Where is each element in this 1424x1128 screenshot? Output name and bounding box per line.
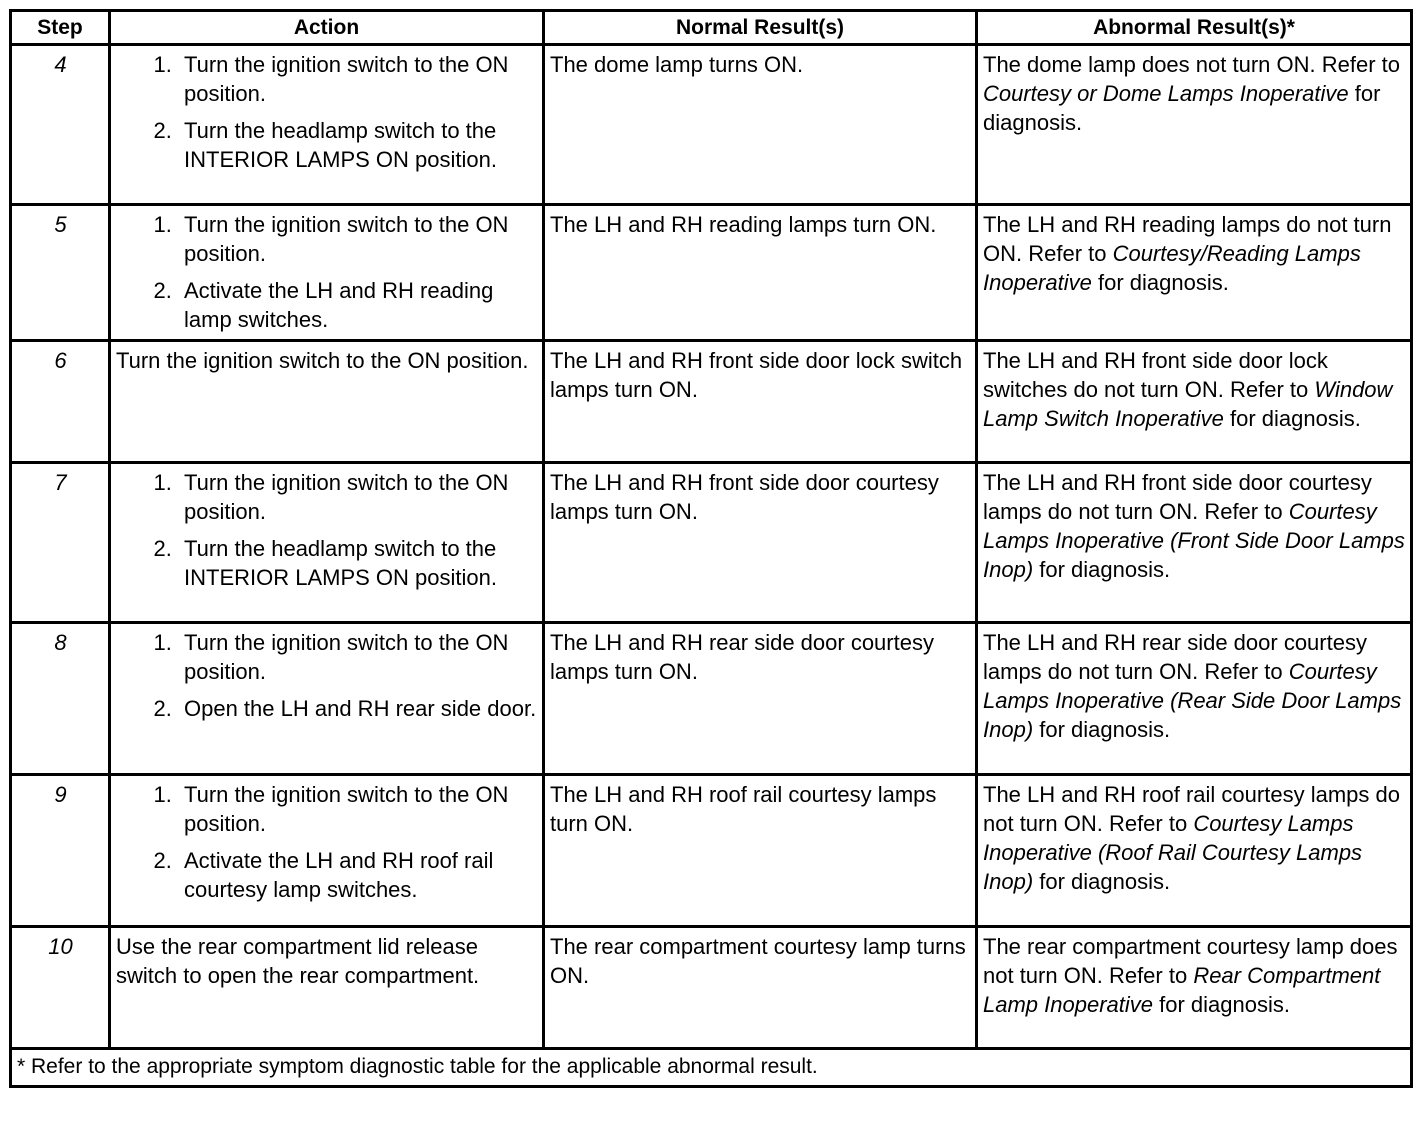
diagnosis-reference: Courtesy Lamps Inoperative (Front Side Door Lamps Inop) [983, 499, 1405, 582]
action-item: 1. Turn the ignition switch to the ON position. [178, 628, 538, 686]
action-cell [110, 775, 544, 927]
abnormal-result [977, 341, 1412, 463]
diagnosis-reference: Courtesy or Dome Lamps Inoperative [983, 81, 1349, 106]
action-item: 1. Turn the ignition switch to the ON position. [178, 210, 538, 268]
abnormal-result [977, 927, 1412, 1049]
abnormal-text: for diagnosis. [1033, 869, 1171, 894]
table-row [11, 45, 1412, 205]
action-item: 1. Turn the ignition switch to the ON position. [178, 780, 538, 838]
abnormal-text: for diagnosis. [1223, 406, 1361, 431]
table-row [11, 927, 1412, 1049]
abnormal-result [977, 45, 1412, 205]
abnormal-result [977, 623, 1412, 775]
step-number: 6 [11, 341, 110, 463]
action-cell [110, 463, 544, 623]
action-list [116, 628, 538, 723]
normal-result: The LH and RH reading lamps turn ON. [544, 205, 977, 341]
normal-result: The LH and RH roof rail courtesy lamps turn ON. [544, 775, 977, 927]
footnote: * Refer to the appropriate symptom diagnostic table for the applicable abnormal result. [11, 1049, 1412, 1087]
header-normal-results: Normal Result(s) [544, 11, 977, 45]
abnormal-text: The LH and RH reading lamps do not turn ON. Refer to [983, 212, 1392, 266]
action-item: 1. Turn the ignition switch to the ON position. [178, 50, 538, 108]
normal-result: The LH and RH front side door lock switch lamps turn ON. [544, 341, 977, 463]
table-row [11, 341, 1412, 463]
table-row [11, 623, 1412, 775]
abnormal-text: for diagnosis. [1153, 992, 1290, 1017]
diagnosis-reference: Courtesy/Reading Lamps Inoperative [983, 241, 1361, 295]
step-number: 5 [11, 205, 110, 341]
abnormal-text: The dome lamp does not turn ON. Refer to [983, 52, 1400, 77]
diagnosis-reference: Window Lamp Switch Inoperative [983, 377, 1393, 431]
action-cell: Turn the ignition switch to the ON position. [110, 341, 544, 463]
action-item: 2. Turn the headlamp switch to the INTERIOR LAMPS ON position. [178, 534, 538, 592]
abnormal-text: for diagnosis. [983, 81, 1381, 135]
abnormal-text: The rear compartment courtesy lamp does not turn ON. Refer to [983, 934, 1398, 988]
abnormal-text: The LH and RH rear side door courtesy lamps do not turn ON. Refer to [983, 630, 1367, 684]
action-item: 2. Open the LH and RH rear side door. [178, 694, 538, 723]
step-number: 10 [11, 927, 110, 1049]
abnormal-result [977, 775, 1412, 927]
header-step: Step [11, 11, 110, 45]
normal-result: The rear compartment courtesy lamp turns ON. [544, 927, 977, 1049]
action-item: 2. Activate the LH and RH roof rail courtesy lamp switches. [178, 846, 538, 904]
table-row [11, 463, 1412, 623]
action-item: 1. Turn the ignition switch to the ON position. [178, 468, 538, 526]
normal-result: The LH and RH rear side door courtesy lamps turn ON. [544, 623, 977, 775]
abnormal-text: The LH and RH roof rail courtesy lamps do not turn ON. Refer to [983, 782, 1400, 836]
action-cell [110, 205, 544, 341]
action-cell [110, 623, 544, 775]
header-abnormal-results: Abnormal Result(s)* [977, 11, 1412, 45]
document-page [9, 9, 1410, 1088]
diagnostic-table [9, 9, 1413, 1088]
diagnosis-reference: Rear Compartment Lamp Inoperative [983, 963, 1381, 1017]
action-cell [110, 45, 544, 205]
step-number: 7 [11, 463, 110, 623]
header-row [11, 11, 1412, 45]
action-list [116, 780, 538, 904]
footnote-row [11, 1049, 1412, 1087]
abnormal-result [977, 205, 1412, 341]
abnormal-text: for diagnosis. [1033, 717, 1171, 742]
table-row [11, 775, 1412, 927]
abnormal-text: for diagnosis. [1033, 557, 1171, 582]
action-item: 2. Turn the headlamp switch to the INTERIOR LAMPS ON position. [178, 116, 538, 174]
table-row [11, 205, 1412, 341]
step-number: 4 [11, 45, 110, 205]
abnormal-result [977, 463, 1412, 623]
action-item: 2. Activate the LH and RH reading lamp switches. [178, 276, 538, 334]
action-list [116, 468, 538, 592]
step-number: 9 [11, 775, 110, 927]
normal-result: The LH and RH front side door courtesy lamps turn ON. [544, 463, 977, 623]
normal-result: The dome lamp turns ON. [544, 45, 977, 205]
abnormal-text: The LH and RH front side door lock switches do not turn ON. Refer to [983, 348, 1328, 402]
action-list [116, 210, 538, 334]
step-number: 8 [11, 623, 110, 775]
diagnosis-reference: Courtesy Lamps Inoperative (Rear Side Door Lamps Inop) [983, 659, 1402, 742]
abnormal-text: The LH and RH front side door courtesy lamps do not turn ON. Refer to [983, 470, 1372, 524]
action-cell: Use the rear compartment lid release switch to open the rear compartment. [110, 927, 544, 1049]
abnormal-text: for diagnosis. [1091, 270, 1229, 295]
header-action: Action [110, 11, 544, 45]
diagnosis-reference: Courtesy Lamps Inoperative (Roof Rail Courtesy Lamps Inop) [983, 811, 1363, 894]
action-list [116, 50, 538, 174]
